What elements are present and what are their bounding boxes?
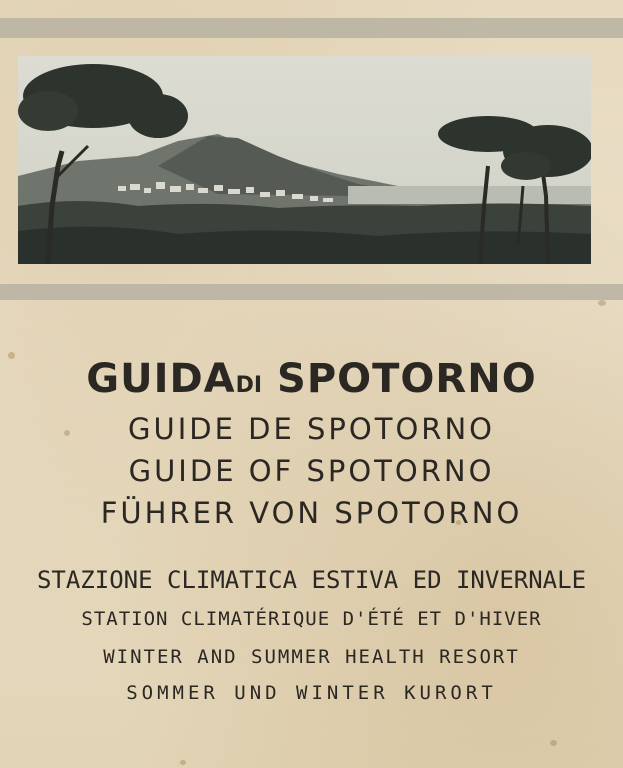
foxing-spot — [8, 352, 15, 359]
title-spotorno: SPOTORNO — [277, 356, 537, 402]
foxing-spot — [456, 520, 461, 525]
foxing-spot — [64, 430, 70, 436]
subtitle-german: FÜHRER VON SPOTORNO — [100, 496, 523, 530]
resort-line-french: STATION CLIMATÉRIQUE D'ÉTÉ ET D'HIVER — [81, 608, 542, 630]
main-title — [0, 356, 623, 402]
title-guida: GUIDA — [86, 356, 236, 402]
title-di: DI — [235, 373, 263, 398]
top-band — [0, 18, 623, 38]
landscape-photo — [18, 56, 591, 264]
foxing-spot — [180, 760, 186, 765]
resort-line-italian: STAZIONE CLIMATICA ESTIVA ED INVERNALE — [36, 566, 587, 594]
foxing-spot — [598, 300, 606, 306]
spotorno-landscape-illustration — [18, 56, 591, 264]
foxing-spot — [550, 740, 557, 746]
resort-line-english: WINTER AND SUMMER HEALTH RESORT — [103, 646, 520, 668]
subtitle-french: GUIDE DE SPOTORNO — [128, 412, 495, 446]
resort-line-german: SOMMER UND WINTER KURORT — [126, 682, 497, 704]
middle-band — [0, 284, 623, 300]
subtitle-english: GUIDE OF SPOTORNO — [128, 454, 495, 488]
